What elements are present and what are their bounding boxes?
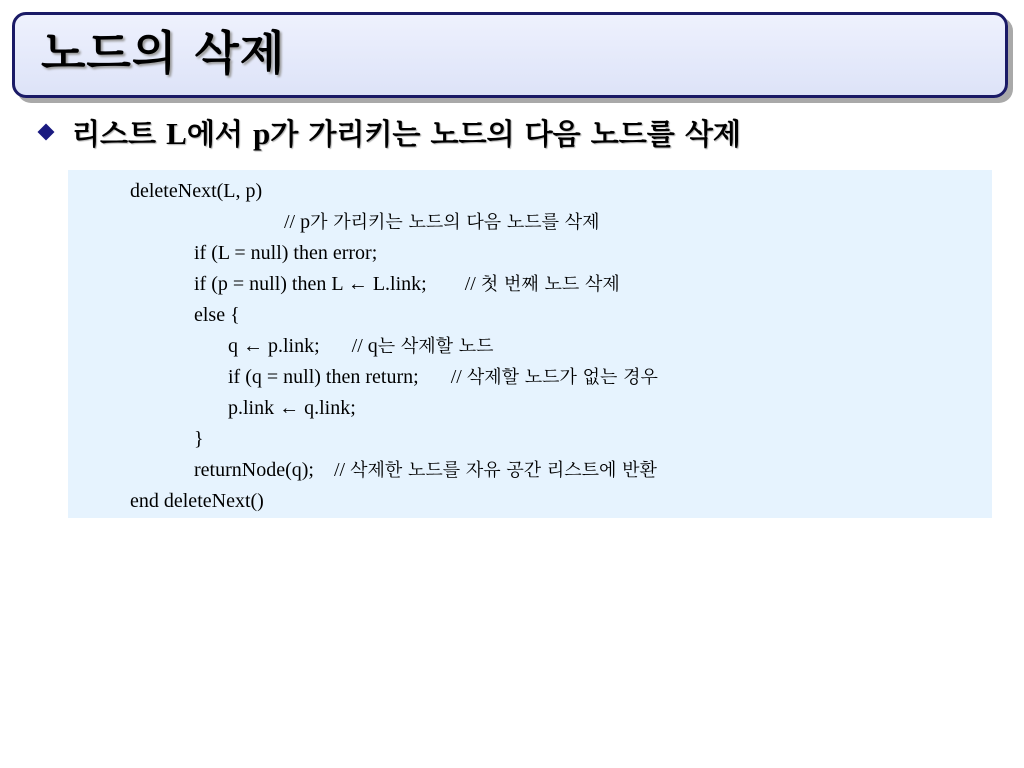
code-statement: q ← p.link;: [228, 335, 320, 357]
code-statement: if (q = null) then return;: [228, 366, 419, 388]
bullet-item: [36, 112, 741, 152]
bullet-text: [72, 112, 741, 153]
page-title: 노드의 삭제: [41, 26, 286, 80]
code-block: [68, 170, 992, 518]
code-line-8: p.link ← q.link;: [228, 397, 356, 419]
code-comment-var: p: [300, 211, 311, 233]
title-box: [12, 12, 1008, 98]
code-comment-marker: // q: [351, 335, 378, 357]
code-comment-text: 첫 번째 노드 삭제: [480, 274, 620, 295]
code-comment-marker: //: [464, 273, 481, 295]
code-line-10: [194, 456, 657, 484]
code-line-6: [228, 332, 494, 360]
code-comment-text: 는 삭제할 노드: [377, 336, 494, 357]
code-comment-text: 삭제할 노드가 없는 경우: [466, 367, 658, 388]
code-line-2: [284, 208, 600, 236]
code-comment-marker: //: [284, 211, 301, 233]
code-statement: if (p = null) then L ← L.link;: [194, 273, 427, 295]
bullet-text-pointer-name: p: [252, 115, 271, 151]
code-line-7: [228, 363, 658, 391]
code-statement: returnNode(q);: [194, 459, 314, 481]
code-line-3: if (L = null) then error;: [194, 242, 378, 264]
bullet-text-part: 에서: [186, 116, 253, 151]
code-line-11: end deleteNext(): [130, 490, 264, 512]
code-comment-marker: //: [333, 459, 351, 481]
code-line-5: else {: [194, 304, 240, 326]
code-comment-text: 가 가리키는 노드의 다음 노드를 삭제: [310, 212, 600, 233]
code-line-1: deleteNext(L, p): [130, 180, 263, 202]
code-comment-text: 삭제한 노드를 자유 공간 리스트에 반환: [350, 460, 657, 481]
code-line-4: [194, 270, 620, 298]
bullet-text-list-name: L: [166, 115, 187, 151]
code-line-9: }: [194, 428, 204, 450]
bullet-text-part: 리스트: [72, 116, 167, 151]
bullet-text-part: 가 가리키는 노드의 다음 노드를 삭제: [270, 116, 741, 151]
diamond-bullet-icon: [38, 124, 55, 141]
code-comment-marker: //: [450, 366, 467, 388]
